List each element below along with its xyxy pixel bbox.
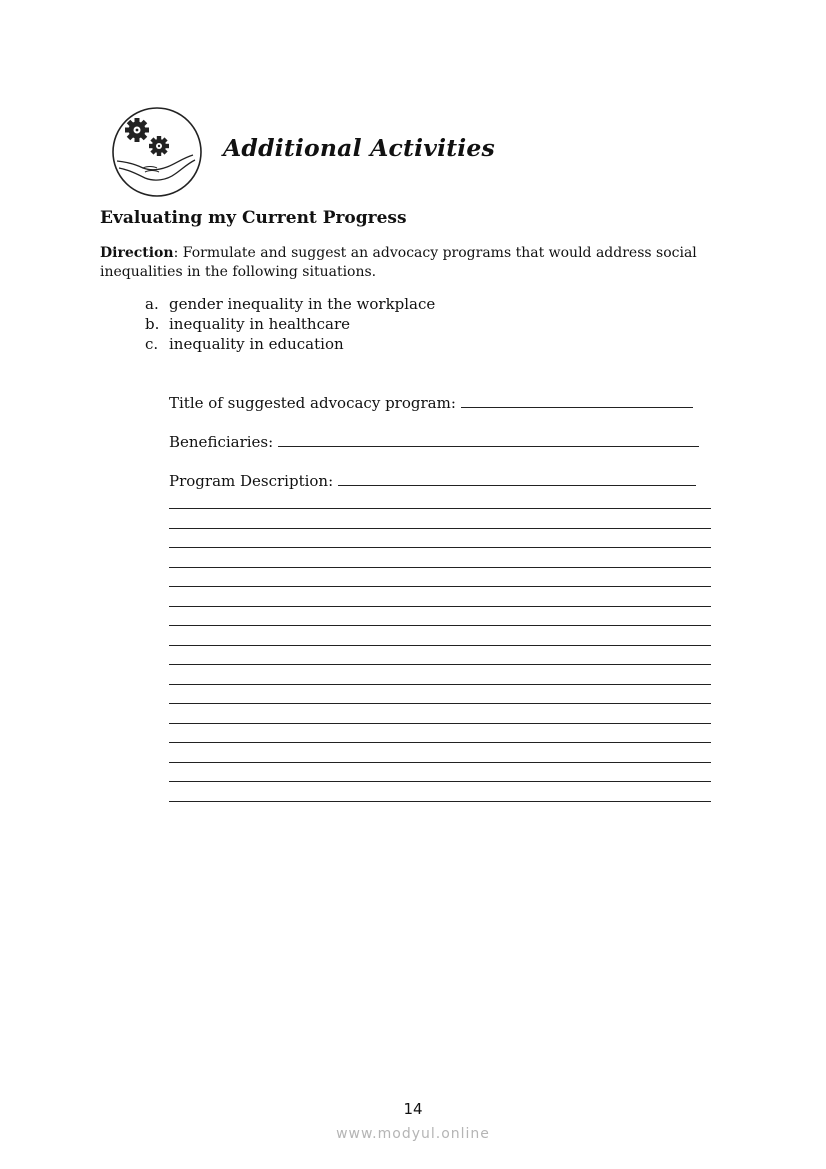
list-item xyxy=(145,294,435,314)
list-item xyxy=(145,314,435,334)
description-writing-line[interactable] xyxy=(169,684,711,685)
situation-list xyxy=(145,294,435,354)
list-item-letter: b. xyxy=(145,315,160,333)
direction-label: Direction xyxy=(100,245,174,261)
activity-heading: Evaluating my Current Progress xyxy=(100,208,407,228)
description-writing-line[interactable] xyxy=(169,664,711,665)
list-item-letter: a. xyxy=(145,295,159,313)
description-field-label: Program Description: xyxy=(169,472,334,490)
description-writing-line[interactable] xyxy=(169,606,711,607)
section-title: Additional Activities xyxy=(223,134,495,162)
description-writing-line[interactable] xyxy=(169,528,711,529)
description-writing-line[interactable] xyxy=(169,586,711,587)
list-item xyxy=(145,334,435,354)
watermark: www.modyul.online xyxy=(336,1126,490,1142)
gears-in-hand-icon xyxy=(111,106,203,198)
description-writing-line[interactable] xyxy=(169,547,711,548)
description-writing-line[interactable] xyxy=(169,508,711,509)
description-blank-line[interactable] xyxy=(338,471,696,486)
beneficiaries-field xyxy=(169,432,699,451)
direction-paragraph xyxy=(100,244,740,282)
title-field xyxy=(169,393,693,412)
description-writing-line[interactable] xyxy=(169,742,711,743)
title-field-label: Title of suggested advocacy program: xyxy=(169,394,456,412)
description-writing-line[interactable] xyxy=(169,645,711,646)
description-writing-line[interactable] xyxy=(169,625,711,626)
description-writing-line[interactable] xyxy=(169,567,711,568)
description-writing-line[interactable] xyxy=(169,762,711,763)
direction-text: : Formulate and suggest an advocacy programs that would address social inequalities in the following situations. xyxy=(100,245,697,280)
list-item-letter: c. xyxy=(145,335,159,353)
description-field xyxy=(169,471,696,490)
list-item-text: inequality in education xyxy=(169,335,344,353)
description-writing-line[interactable] xyxy=(169,703,711,704)
description-writing-line[interactable] xyxy=(169,723,711,724)
page-number: 14 xyxy=(403,1100,423,1118)
beneficiaries-blank-line[interactable] xyxy=(278,432,699,447)
list-item-text: inequality in healthcare xyxy=(169,315,350,333)
list-item-text: gender inequality in the workplace xyxy=(169,295,436,313)
description-writing-line[interactable] xyxy=(169,801,711,802)
beneficiaries-field-label: Beneficiaries: xyxy=(169,433,274,451)
title-blank-line[interactable] xyxy=(461,393,693,408)
description-writing-line[interactable] xyxy=(169,781,711,782)
